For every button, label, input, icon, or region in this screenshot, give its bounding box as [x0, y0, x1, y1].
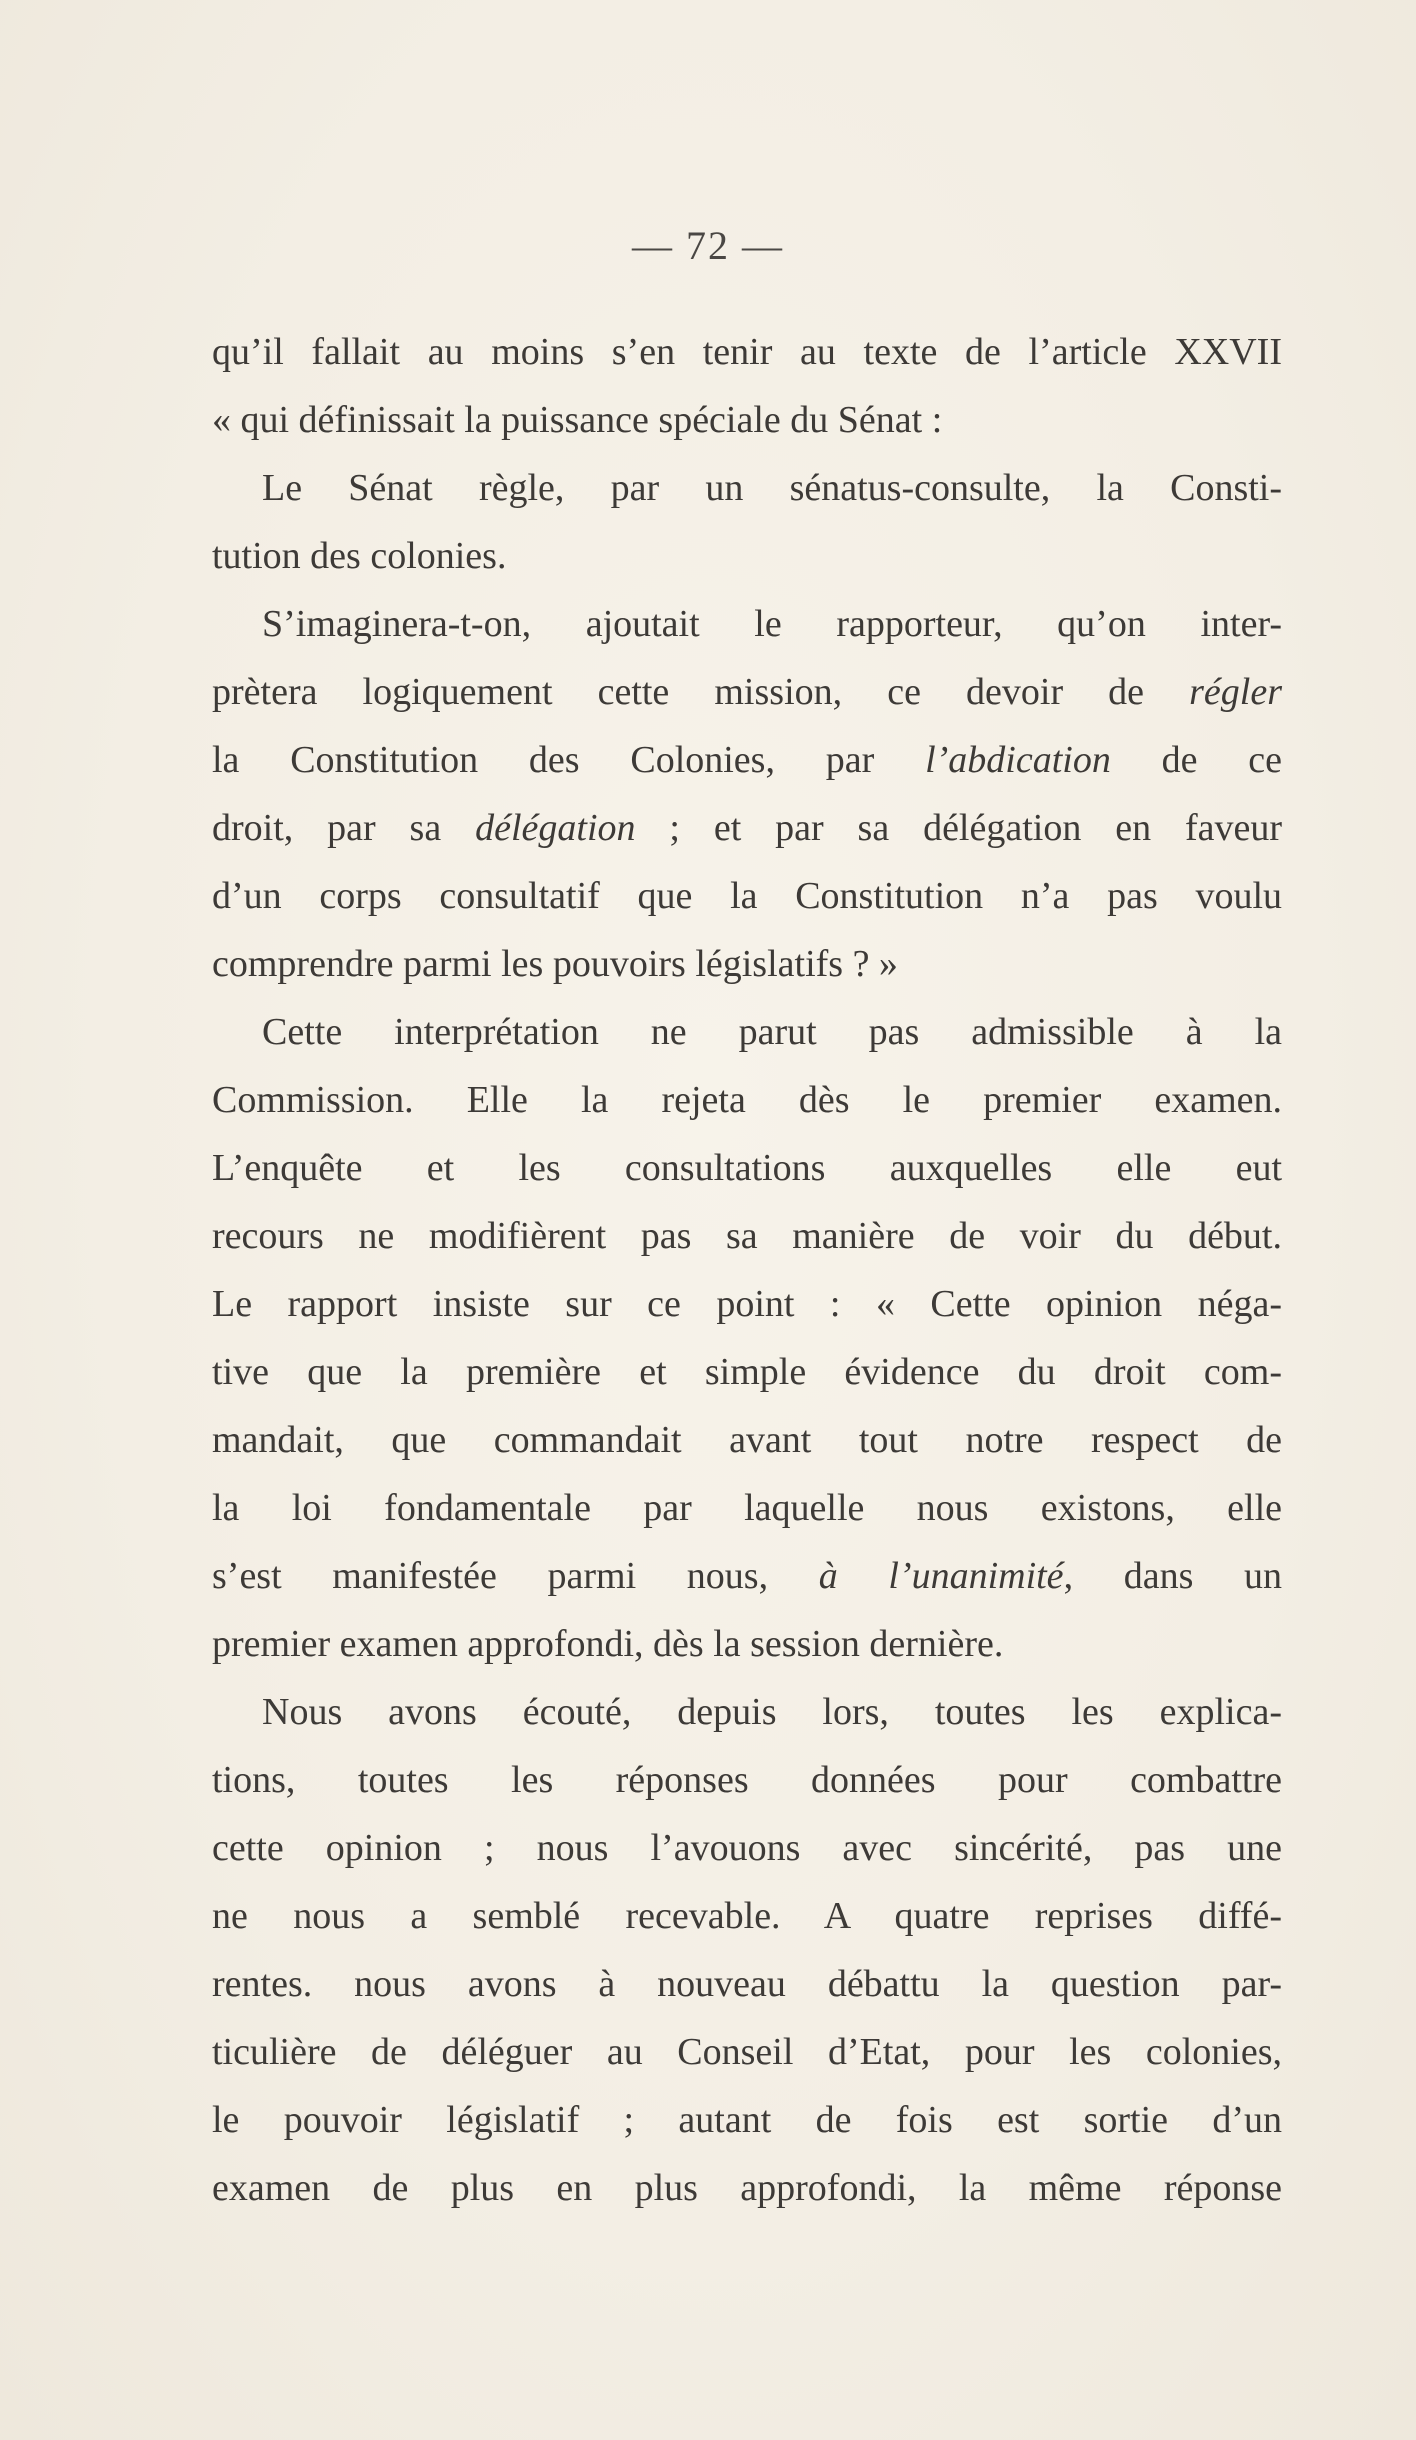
- text-line-content: ne nous a semblé recevable. A quatre reprises diffé-: [212, 1895, 1282, 1937]
- text-line-content: la Constitution des Colonies, par: [212, 739, 875, 781]
- text-line-content: « qui définissait la puissance spéciale du Sénat :: [212, 399, 943, 441]
- text-line: [212, 794, 1282, 862]
- text-line-content: comprendre parmi les pouvoirs législatifs ? »: [212, 943, 898, 985]
- text-line: [212, 1746, 1282, 1814]
- italic-text: l’abdication: [925, 739, 1111, 781]
- text-line-content: S’imaginera-t-on, ajoutait le rapporteur, qu’on inter-: [262, 603, 1282, 645]
- text-line-content: tution des colonies.: [212, 535, 507, 577]
- text-line-content: examen de plus en plus approfondi, la même réponse: [212, 2167, 1282, 2209]
- text-line-content: ticulière de déléguer au Conseil d’Etat, pour les colonies,: [212, 2031, 1282, 2073]
- text-line: [212, 1950, 1282, 2018]
- text-line-content: tive que la première et simple évidence du droit com-: [212, 1351, 1282, 1393]
- text-line: [212, 1678, 1282, 1746]
- italic-text: régler: [1189, 671, 1282, 713]
- text-line-content: la loi fondamentale par laquelle nous existons, elle: [212, 1487, 1282, 1529]
- text-line: [212, 1474, 1282, 1542]
- page-number: — 72 —: [632, 223, 784, 268]
- text-line: [212, 1814, 1282, 1882]
- text-line: [212, 590, 1282, 658]
- text-line-content: Cette interprétation ne parut pas admissible à la: [262, 1011, 1282, 1053]
- text-line: [212, 1882, 1282, 1950]
- text-line: [212, 2086, 1282, 2154]
- text-line-content: mandait, que commandait avant tout notre respect de: [212, 1419, 1282, 1461]
- text-line-continuation: ; et par sa délégation en faveur: [635, 807, 1283, 849]
- text-line-content: droit, par sa: [212, 807, 442, 849]
- text-line: [212, 1610, 1282, 1678]
- text-line: [212, 1338, 1282, 1406]
- text-line: [212, 1270, 1282, 1338]
- body-text: [212, 318, 1282, 2222]
- text-line-content: le pouvoir législatif ; autant de fois est sortie d’un: [212, 2099, 1282, 2141]
- text-line-content: cette opinion ; nous l’avouons avec sincérité, pas une: [212, 1827, 1282, 1869]
- text-line: [212, 1542, 1282, 1610]
- text-line-content: d’un corps consultatif que la Constitution n’a pas voulu: [212, 875, 1282, 917]
- text-line-content: qu’il fallait au moins s’en tenir au texte de l’article XXVII: [212, 331, 1282, 373]
- text-line: [212, 1134, 1282, 1202]
- text-line-content: Le Sénat règle, par un sénatus-consulte, la Consti-: [262, 467, 1282, 509]
- text-line-content: prètera logiquement cette mission, ce devoir de: [212, 671, 1145, 713]
- text-line-content: recours ne modifièrent pas sa manière de voir du début.: [212, 1215, 1282, 1257]
- italic-text: à l’unanimité: [818, 1555, 1064, 1597]
- text-line: [212, 318, 1282, 386]
- text-line-content: Commission. Elle la rejeta dès le premier examen.: [212, 1079, 1282, 1121]
- text-line: [212, 1202, 1282, 1270]
- text-line: [212, 2018, 1282, 2086]
- text-line: [212, 1406, 1282, 1474]
- text-line-content: premier examen approfondi, dès la session dernière.: [212, 1623, 1004, 1665]
- text-line-continuation: , dans un: [1063, 1555, 1282, 1597]
- text-line: [212, 454, 1282, 522]
- text-line-content: s’est manifestée parmi nous,: [212, 1555, 769, 1597]
- text-line: [212, 930, 1282, 998]
- text-line-content: Nous avons écouté, depuis lors, toutes les explica-: [262, 1691, 1282, 1733]
- text-line: [212, 386, 1282, 454]
- text-line: [212, 726, 1282, 794]
- text-line-content: tions, toutes les réponses données pour combattre: [212, 1759, 1282, 1801]
- text-line-content: rentes. nous avons à nouveau débattu la question par-: [212, 1963, 1282, 2005]
- text-line-continuation: de ce: [1110, 739, 1283, 781]
- text-line-content: Le rapport insiste sur ce point : « Cette opinion néga-: [212, 1283, 1282, 1325]
- text-line: [212, 522, 1282, 590]
- text-line: [212, 2154, 1282, 2222]
- text-line: [212, 1066, 1282, 1134]
- text-line: [212, 862, 1282, 930]
- text-line: [212, 998, 1282, 1066]
- italic-text: délégation: [475, 807, 636, 849]
- text-line: [212, 658, 1282, 726]
- text-line-content: L’enquête et les consultations auxquelles elle eut: [212, 1147, 1282, 1189]
